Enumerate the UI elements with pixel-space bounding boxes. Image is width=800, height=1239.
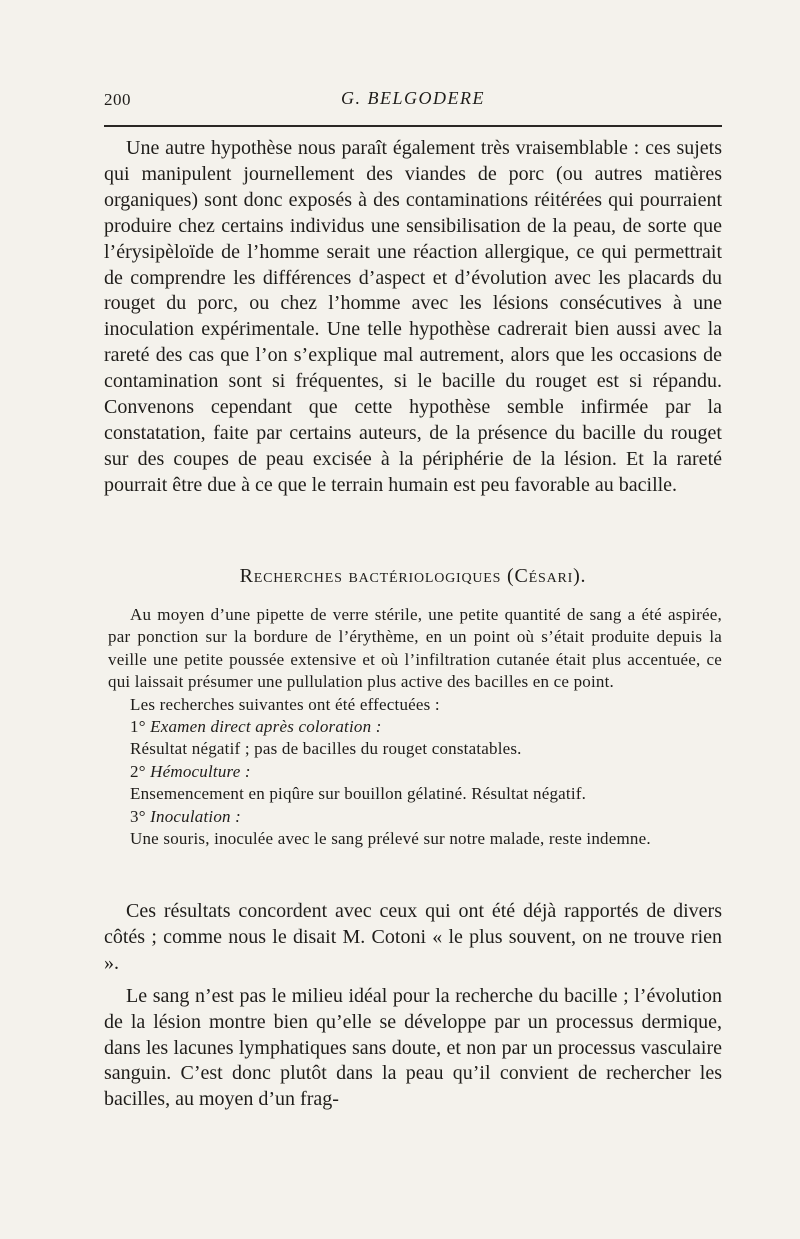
report-lead: Les recherches suivantes ont été effectuées :	[130, 694, 440, 714]
header-rule	[104, 125, 722, 127]
paragraph-blood-medium: Le sang n’est pas le milieu idéal pour la recherche du bacille ; l’évolution de la lésion montre bien qu’elle se développe par un processus dermique, dans les lacunes lymphatiques sans doute, et non par un processus vasculaire sanguin. C’est donc plutôt dans la peau qu’il convient de rechercher les bacilles, au moyen d’un frag-	[104, 984, 722, 1111]
page-header	[104, 88, 722, 118]
report-item-result: Ensemencement en piqûre sur bouillon gélatiné. Résultat négatif.	[130, 784, 587, 804]
report-item-label: Hémoculture :	[150, 761, 251, 781]
report-item-label: Inoculation :	[150, 806, 242, 826]
section-heading: Recherches bactériologiques (Césari).	[239, 565, 587, 587]
report-item-title	[108, 716, 722, 738]
body-text-bottom	[104, 899, 722, 1113]
paragraph-allergy-hypothesis: Une autre hypothèse nous paraît également très vraisemblable : ces sujets qui manipulent journellement des viandes de porc (ou autres matières organiques) sont donc exposés à des contaminations réitérées qui pourraient produire chez certains individus une sensibilisation de la peau, de sorte que l’érysipèloïde de l’homme serait une réaction allergique, ce qui permettrait de comprendre les différences d’aspect et d’évolution avec les placards du rouget du porc, ou chez l’homme avec les lésions consécutives à une inoculation expérimentale. Une telle hypothèse cadrerait bien aussi avec la rareté des cas que l’on s’explique mal autrement, alors que les occasions de contamination sont si fréquentes, si le bacille du rouget est si répandu. Convenons cependant que cette hypothèse semble infirmée par la constatation, faite par certains auteurs, de la présence du bacille du rouget sur des coupes de peau excisée à la périphérie de la lésion. Et la rareté pourrait être due à ce que le terrain humain est peu favorable au bacille.	[104, 137, 722, 496]
body-text-top	[104, 136, 722, 499]
report-item-title	[108, 761, 722, 783]
report-item-title	[108, 806, 722, 828]
report-item-result: Une souris, inoculée avec le sang prélevé sur notre malade, reste indemne.	[130, 829, 651, 849]
report-intro: Au moyen d’une pipette de verre stérile, une petite quantité de sang a été aspirée, par ponction sur la bordure de l’érythème, en un point où s’était produite depuis la veille une petite poussée extensive et où l’infiltration cutanée était plus accentuée, ce qui laissait présumer une pullulation plus active des bacilles en ce point.	[108, 605, 722, 692]
report-item-number: 3°	[130, 806, 146, 826]
report-item-result: Résultat négatif ; pas de bacilles du rouget constatables.	[130, 739, 522, 759]
running-head: G. BELGODERE	[341, 88, 485, 108]
report-item-label: Examen direct après coloration :	[150, 717, 382, 737]
paragraph-results: Ces résultats concordent avec ceux qui ont été déjà rapportés de divers côtés ; comme nous le disait M. Cotoni « le plus souvent, on ne trouve rien ».	[104, 900, 722, 974]
report-item-number: 2°	[130, 761, 146, 781]
report-item-number: 1°	[130, 717, 146, 737]
bacteriology-report	[108, 604, 722, 850]
page-number: 200	[104, 90, 131, 109]
